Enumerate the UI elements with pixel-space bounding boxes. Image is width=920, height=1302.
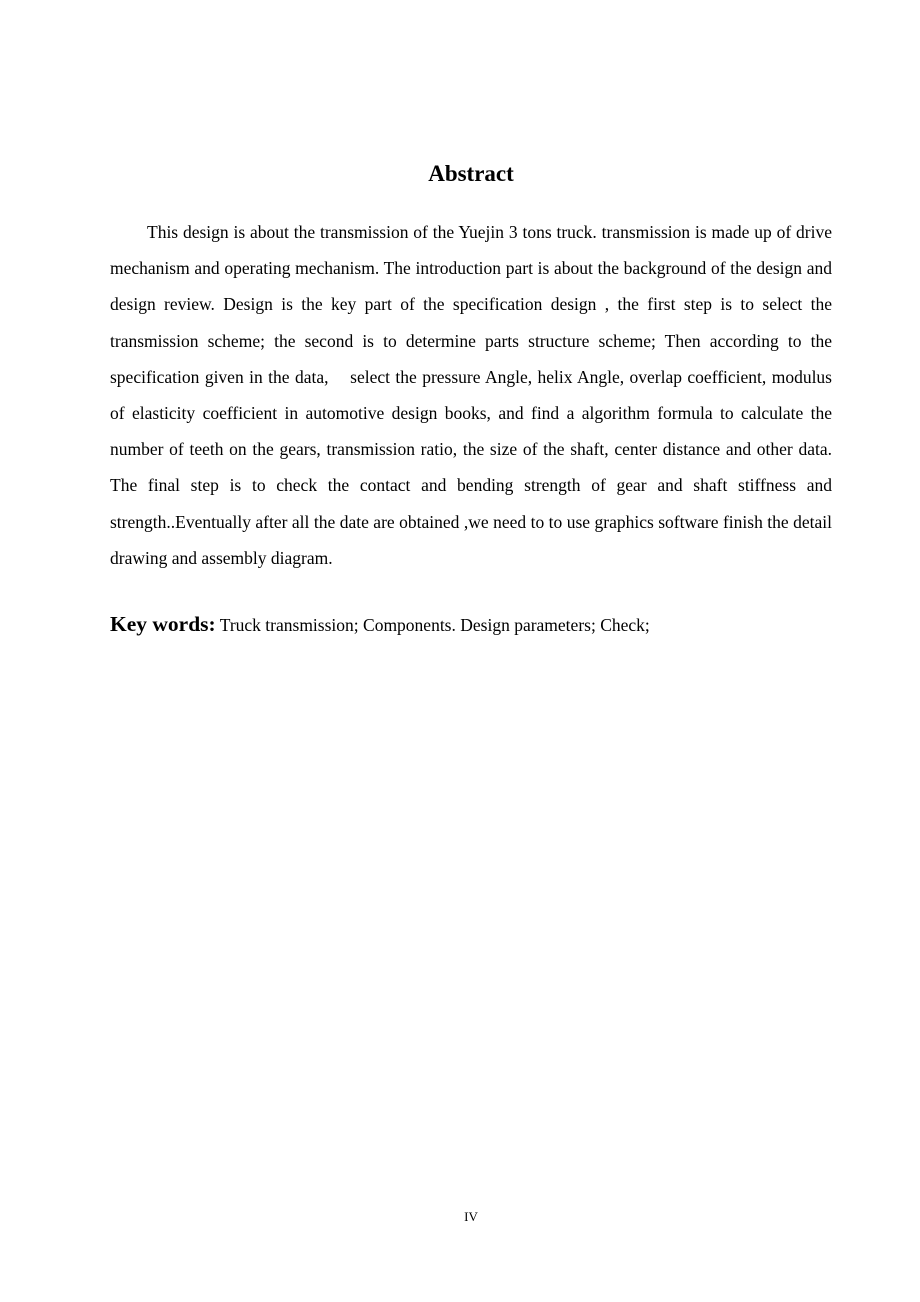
page-number: IV [464,1209,478,1224]
keywords-line [110,606,832,643]
keywords-text: Truck transmission; Components. Design parameters; Check; [215,615,650,635]
keywords-label: Key words: [110,612,216,636]
page-title: Abstract [428,161,514,186]
abstract-paragraph: This design is about the transmission of the Yuejin 3 tons truck. transmission is made up of drive mechanism and operating mechanism. The introduction part is about the background of the design and design review. Design is the key part of the specification design , the first step is to select the transmission scheme; the second is to determine parts structure scheme; Then according to the specification given in the data, select the pressure Angle, helix Angle, overlap coefficient, modulus of elasticity coefficient in automotive design books, and find a algorithm formula to calculate the number of teeth on the gears, transmission ratio, the size of the shaft, center distance and other data. The final step is to check the contact and bending strength of gear and shaft stiffness and strength..Eventually after all the date are obtained ,we need to to use graphics software finish the detail drawing and assembly diagram. [110,222,832,568]
